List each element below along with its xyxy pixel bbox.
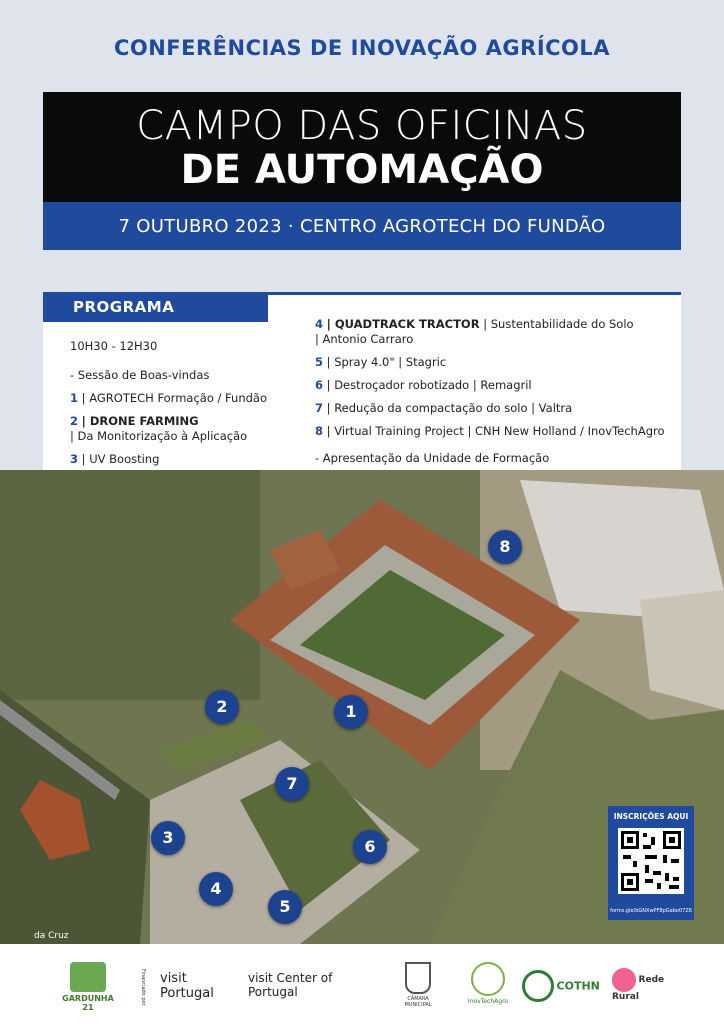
title-line1: CAMPO DAS OFICINAS [136,103,588,149]
programa-item-1: 1 | AGROTECH Formação / Fundão [70,391,267,405]
programa-col-left [70,339,320,475]
programa-label: PROGRAMA [43,292,268,322]
logo-rede-rural: Rede Rural [612,968,682,1002]
registration-title: INSCRIÇÕES AQUI [613,812,689,821]
programa-item-7: 7 | Redução da compactação do solo | Valtra [315,401,573,415]
footer-logos [0,944,724,1024]
programa-panel [43,292,681,473]
logo-camara-municipal: CÂMARA MUNICIPAL [396,962,440,1008]
series-title: CONFERÊNCIAS DE INOVAÇÃO AGRÍCOLA [113,36,611,60]
logo-inovtechagro: InovTechAgro [460,962,516,1005]
registration-box[interactable] [608,806,694,920]
programa-item-5: 5 | Spray 4.0" | Stagric [315,355,447,369]
qr-code-icon[interactable] [618,828,684,894]
logo-cothn: COTHN [522,970,602,1002]
programa-item-8: 8 | Virtual Training Project | CNH New Holland / InovTechAgro [315,424,665,438]
logo-gardunha21: GARDUNHA 21 [58,962,118,1012]
road-label: da Cruz [34,931,69,941]
map-marker-8[interactable]: 8 [488,530,522,564]
map-marker-1[interactable]: 1 [334,695,368,729]
title-line2: DE AUTOMAÇÃO [180,147,544,193]
registration-url[interactable]: forms.gle/bGNXwPF8pGabo07Z6 [610,908,692,914]
date-place: 7 OUTUBRO 2023 · CENTRO AGROTECH DO FUNDÃO [43,202,681,250]
programa-item-4: 4 | QUADTRACK TRACTOR | Sustentabilidade do Solo | Antonio Carraro [315,317,634,346]
programa-col-right [315,317,675,474]
map-marker-6[interactable]: 6 [353,830,387,864]
map-marker-7[interactable]: 7 [275,767,309,801]
programa-item-3: 3 | UV Boosting [70,452,160,466]
map-marker-4[interactable]: 4 [199,872,233,906]
logo-financiado: Financiado por [140,969,146,1006]
programa-item-2: 2 | DRONE FARMING | Da Monitorização à Aplicação [70,414,248,443]
header-area [0,0,724,470]
map-marker-3[interactable]: 3 [151,821,185,855]
programa-welcome: - Sessão de Boas-vindas [70,368,210,382]
programa-time: 10H30 - 12H30 [70,339,158,353]
map-marker-2[interactable]: 2 [205,690,239,724]
programa-closing: - Apresentação da Unidade de Formação [315,451,550,465]
logo-visit-portugal: visit Portugal [160,971,214,1001]
title-box [43,92,681,202]
logo-visit-center-portugal: visit Center of Portugal [248,971,333,999]
map-marker-5[interactable]: 5 [268,890,302,924]
programa-item-6: 6 | Destroçador robotizado | Remagril [315,378,532,392]
